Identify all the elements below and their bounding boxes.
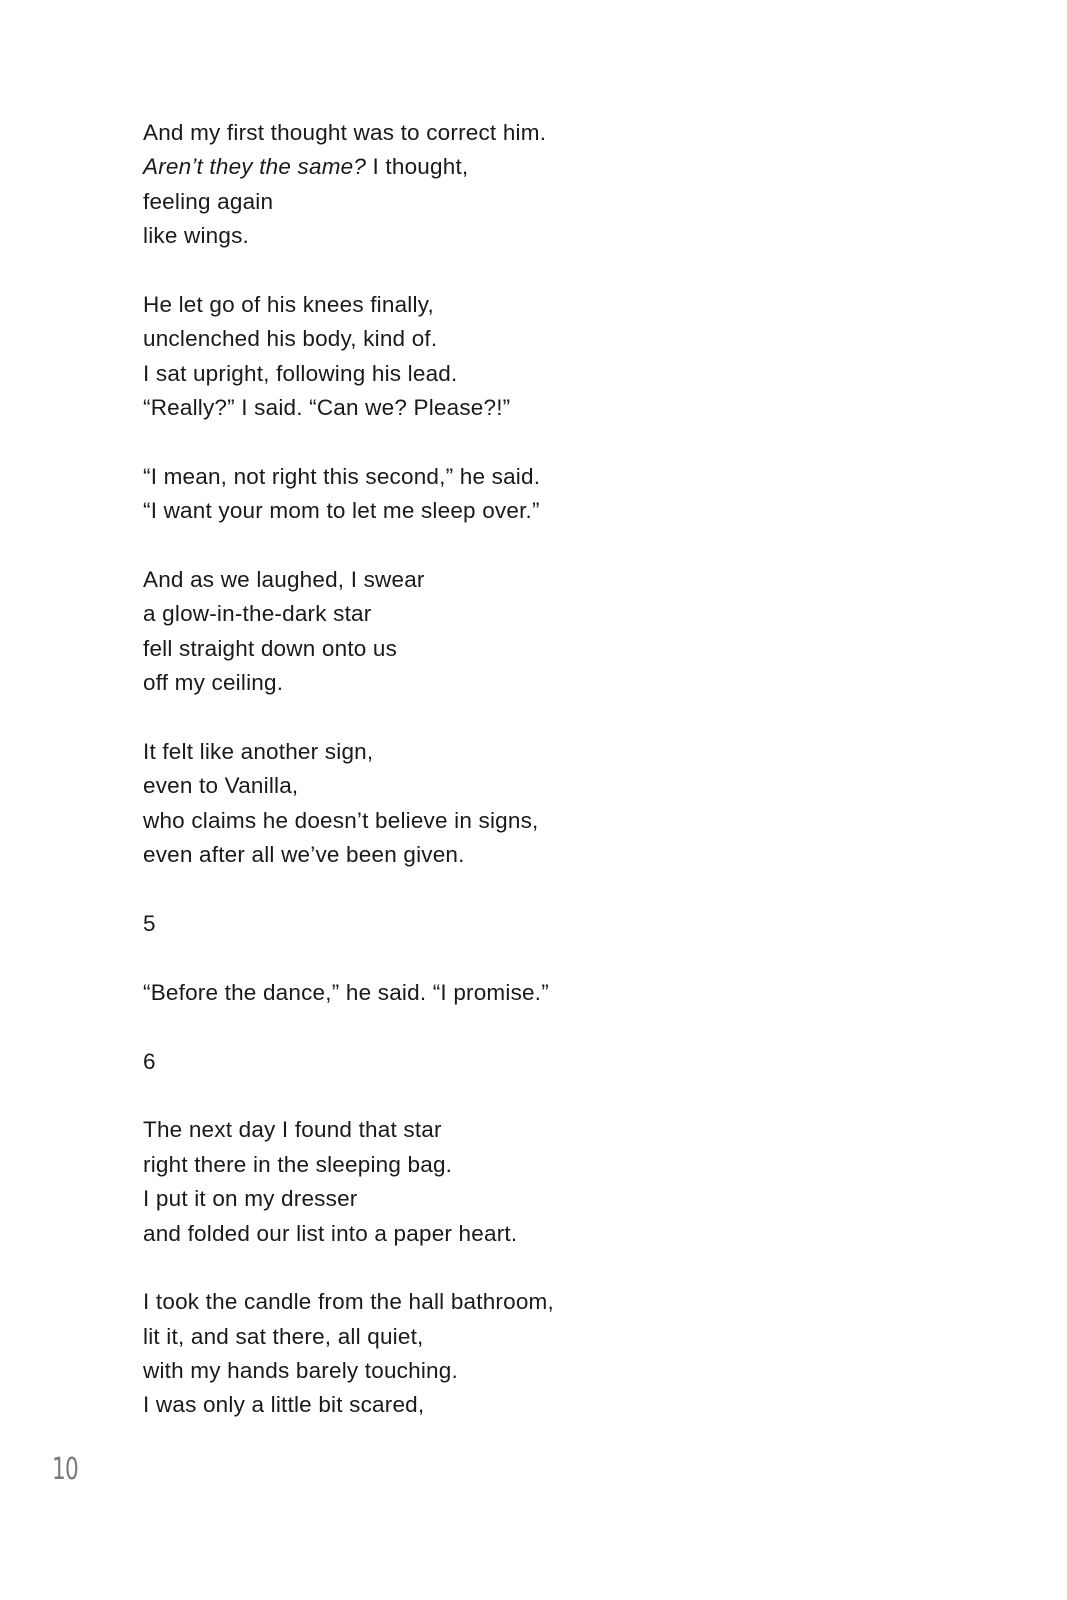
italic-text: Aren’t they the same? [143, 154, 367, 180]
line-text: I took the candle from the hall bathroom, [143, 1289, 554, 1315]
stanza-break [143, 426, 554, 460]
line-text: He let go of his knees finally, [143, 291, 434, 317]
line-text: even after all we’ve been given. [143, 842, 465, 868]
line-text: “I want your mom to let me sleep over.” [143, 498, 540, 524]
poem-line [143, 976, 554, 1010]
stanza-break [143, 1079, 554, 1113]
poem-line [143, 907, 554, 941]
line-text: I was only a little bit scared, [143, 1392, 425, 1418]
stanza-break [143, 1251, 554, 1285]
line-text: a glow-in-the-dark star [143, 601, 372, 627]
poem-line [143, 735, 554, 769]
page-number: 10 [52, 1452, 79, 1487]
poem-line [143, 219, 554, 253]
poem-line [143, 1354, 554, 1388]
line-text: I put it on my dresser [143, 1186, 358, 1212]
line-text: It felt like another sign, [143, 739, 374, 765]
line-text: even to Vanilla, [143, 773, 299, 799]
poem-line [143, 769, 554, 803]
stanza-break [143, 701, 554, 735]
poem-line [143, 116, 554, 150]
line-text: I thought, [366, 154, 469, 180]
line-text: The next day I found that star [143, 1117, 442, 1143]
line-text: “I mean, not right this second,” he said. [143, 463, 541, 489]
line-text: who claims he doesn’t believe in signs, [143, 807, 539, 833]
poem-line [143, 1217, 554, 1251]
poem-line [143, 1113, 554, 1147]
line-text: feeling again [143, 188, 274, 214]
poem-line [143, 322, 554, 356]
poem-line [143, 391, 554, 425]
poem-line [143, 1388, 554, 1422]
stanza-break [143, 529, 554, 563]
stanza-break [143, 254, 554, 288]
poem-line [143, 597, 554, 631]
poem-line [143, 460, 554, 494]
line-text: and folded our list into a paper heart. [143, 1220, 518, 1246]
poem-line [143, 288, 554, 322]
poem-line [143, 150, 554, 184]
poem-line [143, 494, 554, 528]
poem-line [143, 185, 554, 219]
line-text: right there in the sleeping bag. [143, 1151, 453, 1177]
line-text: unclenched his body, kind of. [143, 326, 438, 352]
stanza-break [143, 941, 554, 975]
line-text: lit it, and sat there, all quiet, [143, 1323, 424, 1349]
line-text: “Really?” I said. “Can we? Please?!” [143, 395, 511, 421]
line-text: “Before the dance,” he said. “I promise.” [143, 979, 549, 1005]
poem-line [143, 632, 554, 666]
line-text: And as we laughed, I swear [143, 567, 425, 593]
line-text: fell straight down onto us [143, 635, 398, 661]
poem-line [143, 1148, 554, 1182]
poem-line [143, 1182, 554, 1216]
stanza-break [143, 1010, 554, 1044]
poem-line [143, 357, 554, 391]
line-text: like wings. [143, 223, 249, 249]
poem-line [143, 1320, 554, 1354]
line-text: with my hands barely touching. [143, 1358, 458, 1384]
line-text: 6 [143, 1048, 156, 1074]
stanza-break [143, 873, 554, 907]
line-text: I sat upright, following his lead. [143, 360, 458, 386]
poem-line [143, 1045, 554, 1079]
poem-text [143, 116, 554, 1423]
line-text: off my ceiling. [143, 670, 284, 696]
poem-line [143, 1285, 554, 1319]
poem-line [143, 838, 554, 872]
poem-line [143, 666, 554, 700]
poem-line [143, 563, 554, 597]
line-text: And my first thought was to correct him. [143, 120, 547, 145]
line-text: 5 [143, 910, 156, 936]
poem-line [143, 804, 554, 838]
